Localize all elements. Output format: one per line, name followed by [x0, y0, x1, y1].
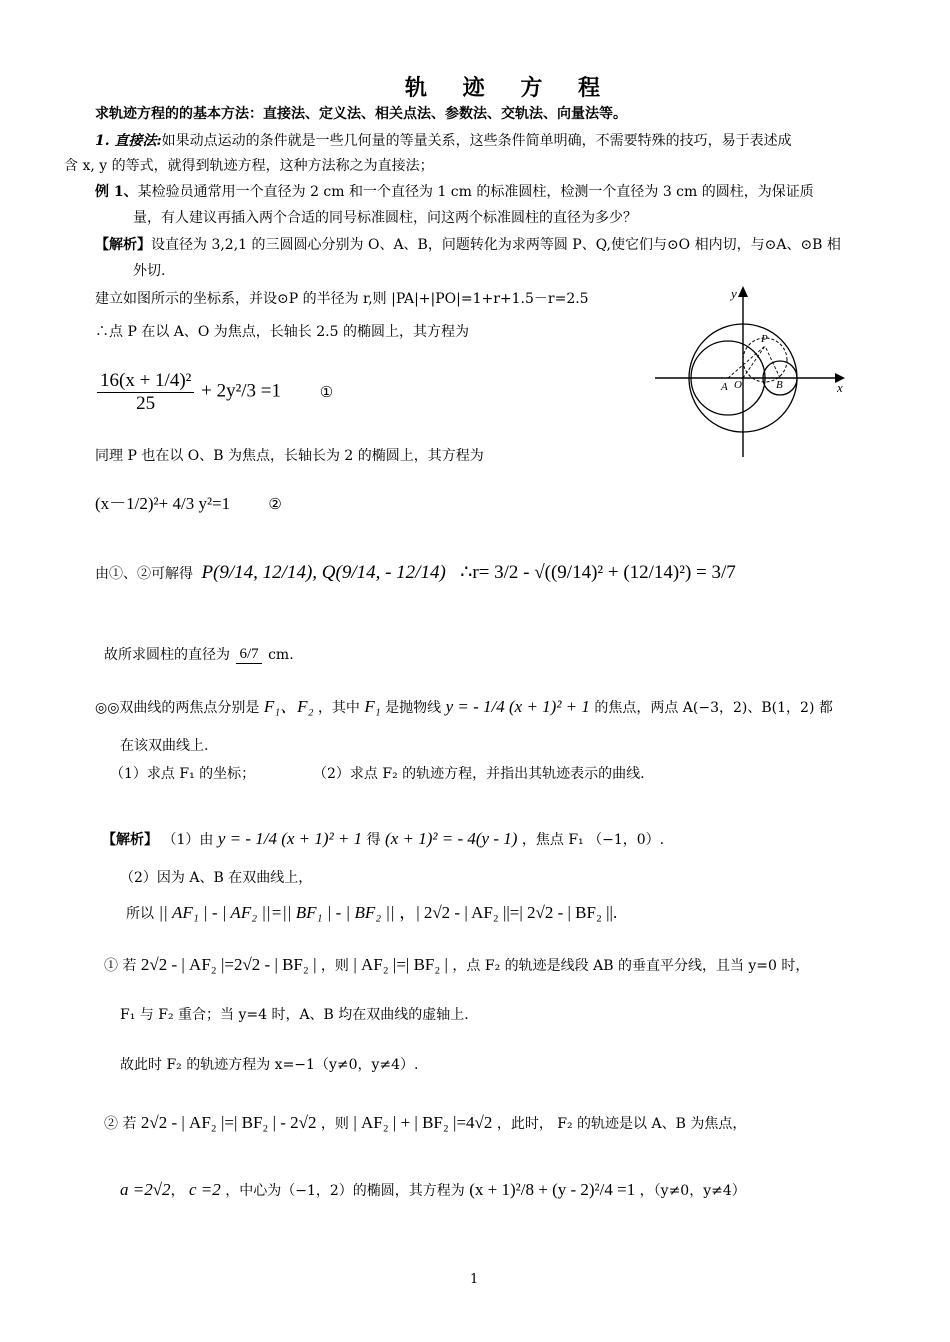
solution2-p1-eq1: y = - 1/4 (x + 1)² + 1 [217, 829, 363, 848]
case2-b: ，则 [320, 1116, 349, 1132]
case2-d: F₂ 的轨迹是以 A、B 为焦点， [557, 1116, 747, 1132]
problem2-question1: （1）求点 F₁ 的坐标； [110, 766, 256, 782]
label-o: O [734, 379, 742, 391]
solution2-p3-eq1: || AF₁ | - | AF₂ ||=|| BF₁ | - | BF₂ || [158, 903, 395, 922]
method1-label: 1. 直接法: [95, 133, 162, 149]
problem2-tail: 的焦点，两点 A(−3，2)、B(1，2) 都 [594, 700, 833, 716]
result-r: ∴r= 3/2 - √((9/14)² + (12/14)²) = 3/7 [460, 562, 736, 583]
conclusion-value: 6/7 [236, 646, 261, 664]
solution2-p1-a: （1）由 [162, 832, 214, 848]
solution1-text2: 外切. [133, 263, 166, 279]
problem2-question2: （2）求点 F₂ 的轨迹方程，并指出其轨迹表示的曲线. [313, 766, 645, 782]
case1-eq1: 2√2 - | AF₂ |=2√2 - | BF₂ | [140, 955, 317, 974]
eq1-rest: + 2y²/3 =1 [201, 380, 282, 402]
case2-f: ，（y≠0，y≠4） [639, 1183, 746, 1199]
solution1-line1 [95, 237, 841, 254]
segment-pb [765, 346, 780, 378]
solution2-p1-eq2: (x + 1)² = - 4(y - 1) [385, 829, 518, 848]
eq1-marker: ① [319, 384, 334, 401]
eq1-fraction [97, 370, 194, 415]
equation-1 [95, 370, 333, 415]
case1-b: ，则 [320, 958, 349, 974]
case1-eq2: | AF₂ |=| BF₂ | [353, 955, 448, 974]
solution2-case1-line3: 故此时 F₂ 的轨迹方程为 x=−1（y≠0，y≠4）. [120, 1057, 419, 1073]
result-points: P(9/14, 12/14), Q(9/14, - 12/14) [201, 562, 446, 583]
solution2-part1 [102, 829, 664, 849]
problem2-middle: ，其中 [317, 700, 360, 716]
solution1-text4: ∴点 P 在以 A、O 为焦点，长轴长 2.5 的椭圆上，其方程为 [95, 324, 469, 340]
example1-text2: 量，有人建议再插入两个合适的同号标准圆柱，问这两个标准圆柱的直径为多少？ [133, 210, 637, 226]
solution1-text3: 建立如图所示的坐标系，并设⊙P 的半径为 r,则 |PA|+|PO|=1+r+1.5－r=2.5 [95, 291, 589, 307]
solution2-case2-line2: a =2√2， c =2 ，中心为（−1，2）的椭圆，其方程为 (x + 1)²/8 + (y - 2)²/4 =1 ，（y≠0，y≠4） [120, 1180, 746, 1199]
solution2-p1-b: 得 [366, 832, 381, 848]
case2-eq5: (x + 1)²/8 + (y - 2)²/4 =1 [469, 1180, 636, 1199]
problem2-line1 [95, 697, 833, 717]
solution2-case1-line2: F₁ 与 F₂ 重合；当 y=4 时，A、B 均在双曲线的虚轴上. [120, 1007, 469, 1023]
problem2-f1: F₁ [364, 697, 381, 716]
eq2-marker: ② [268, 497, 282, 513]
problem2-parabola: y = - 1/4 (x + 1)² + 1 [445, 697, 590, 716]
case2-e: ，中心为（−1，2）的椭圆，其方程为 [225, 1183, 465, 1199]
eq1-numerator: 16(x + 1/4)² [97, 370, 194, 393]
solution2-part3 [126, 903, 617, 923]
case1-d: F₂ 的轨迹是线段 AB 的垂直平分线，且当 y=0 时， [484, 958, 810, 974]
solution2-case2 [104, 1113, 746, 1133]
solution1-conclusion [104, 646, 294, 664]
solution1-text1: 设直径为 3,2,1 的三圆圆心分别为 O、A、B，问题转化为求两等圆 P、Q,使它们与⊙O 相内切，与⊙A、⊙B 相 [151, 237, 841, 253]
y-label: y [731, 286, 737, 301]
problem2-foci: F₁、F₂ [263, 697, 314, 716]
case1-a: ① 若 [104, 958, 137, 974]
conclusion-fraction [236, 646, 261, 664]
conclusion-unit: cm. [268, 647, 294, 664]
case2-eq4: c =2 [189, 1180, 221, 1199]
method1-line1 [95, 133, 792, 150]
solution2-p1-d: F₁ （−1，0）. [568, 832, 665, 848]
solution1-text5: 同理 P 也在以 O、B 为焦点，长轴长为 2 的椭圆上，其方程为 [95, 448, 484, 464]
eq2-expression: (x－1/2)²+ 4/3 y²=1 [95, 494, 231, 513]
y-axis-arrow-icon [738, 286, 748, 297]
conclusion-prefix: 故所求圆柱的直径为 [104, 647, 230, 664]
circles-diagram [655, 282, 855, 462]
x-label: x [837, 380, 843, 395]
intro-methods: 求轨迹方程的的基本方法：直接法、定义法、相关点法、参数法、交轨法、向量法等。 [95, 106, 627, 122]
solution1-result [95, 562, 736, 585]
page-number: 1 [470, 1272, 479, 1287]
eq1-denominator: 25 [136, 392, 156, 414]
solution2-p1-c: ，焦点 [521, 832, 564, 848]
case2-c: ，此时， [496, 1116, 553, 1132]
solution2-p3-eq2: ，| 2√2 - | AF₂ ||=| 2√2 - | BF₂ ||. [399, 903, 618, 922]
case2-eq2: | AF₂ | + | BF₂ |=4√2 [353, 1113, 493, 1132]
solution2-part2: （2）因为 A、B 在双曲线上， [120, 870, 313, 886]
label-a: A [721, 381, 728, 393]
method1-text2: 含 x, y 的等式，就得到轨迹方程，这种方法称之为直接法； [64, 158, 434, 174]
method1-text1: 如果动点运动的条件就是一些几何量的等量关系，这些条件简单明确，不需要特殊的技巧，易于表述成 [161, 133, 792, 149]
solution2-case1 [104, 955, 809, 975]
solution2-label: 【解析】 [102, 832, 158, 848]
solution2-p3-a: 所以 [126, 906, 154, 922]
page-title: 轨 迹 方 程 [405, 76, 614, 101]
example1-label: 例 1、 [95, 184, 138, 200]
equation-2 [95, 494, 282, 514]
label-b: B [776, 379, 783, 391]
solution1-label: 【解析】 [95, 237, 151, 253]
case2-eq3: a =2√2 [120, 1180, 171, 1199]
example1-line1 [95, 184, 814, 201]
problem2-parabola-text: 是抛物线 [385, 700, 442, 716]
result-prefix: 由①、②可解得 [95, 566, 193, 582]
case1-c: ，点 [452, 958, 481, 974]
problem2-line2: 在该双曲线上. [120, 738, 209, 754]
case2-a: ② 若 [104, 1116, 137, 1132]
case2-eq1: 2√2 - | AF₂ |=| BF₂ | - 2√2 [140, 1113, 317, 1132]
example1-text1: 某检验员通常用一个直径为 2 cm 和一个直径为 1 cm 的标准圆柱，检测一个直径为 3 cm 的圆柱，为保证质 [137, 184, 814, 200]
problem2-prefix: ◎◎双曲线的两焦点分别是 [95, 700, 260, 716]
label-p: P [761, 333, 768, 345]
